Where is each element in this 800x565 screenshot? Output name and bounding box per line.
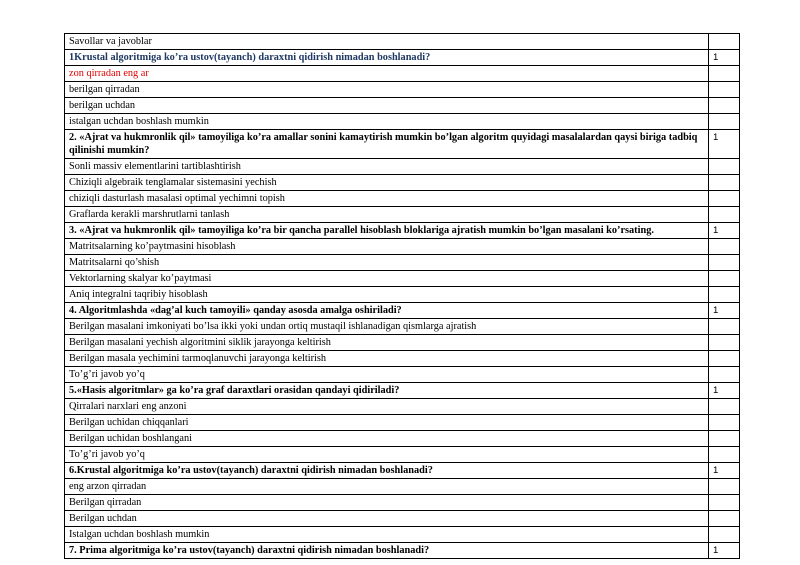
- question-text: 2. «Ajrat va hukmronlik qil» tamoyiliga ko’ra amallar sonini kamaytirish mumkin bo’lgan algoritm quyidagi masalalardan qaysi biriga tadbiq qilinishi mumkin?: [65, 130, 709, 159]
- answer-row: [65, 399, 740, 415]
- question-row: [65, 130, 740, 159]
- score-cell: 1: [709, 130, 740, 159]
- table-header-number-cell: [709, 34, 740, 50]
- score-cell: 1: [709, 543, 740, 559]
- answer-row: [65, 367, 740, 383]
- score-cell: [709, 511, 740, 527]
- question-text: 5.«Hasis algoritmlar» ga ko’ra graf daraxtlari orasidan qandayi qidiriladi?: [65, 383, 709, 399]
- answer-row: [65, 82, 740, 98]
- score-cell: [709, 271, 740, 287]
- answer-text: Berilgan uchidan chiqqanlari: [65, 415, 709, 431]
- answer-text: Istalgan uchdan boshlash mumkin: [65, 527, 709, 543]
- score-cell: [709, 495, 740, 511]
- answer-text: Berilgan uchdan: [65, 511, 709, 527]
- answer-row: [65, 175, 740, 191]
- answer-text: Berilgan qirradan: [65, 495, 709, 511]
- score-cell: 1: [709, 463, 740, 479]
- answer-row: [65, 527, 740, 543]
- document-page: [64, 33, 738, 559]
- question-row: [65, 223, 740, 239]
- score-cell: [709, 239, 740, 255]
- answer-row: [65, 239, 740, 255]
- answer-text: Sonli massiv elementlarini tartiblashtirish: [65, 159, 709, 175]
- answer-text: berilgan qirradan: [65, 82, 709, 98]
- score-cell: [709, 255, 740, 271]
- score-cell: 1: [709, 303, 740, 319]
- answer-text: Berilgan masala yechimini tarmoqlanuvchi jarayonga keltirish: [65, 351, 709, 367]
- answer-text: istalgan uchdan boshlash mumkin: [65, 114, 709, 130]
- question-text: 6.Krustal algoritmiga ko’ra ustov(tayanch) daraxtni qidirish nimadan boshlanadi?: [65, 463, 709, 479]
- score-cell: [709, 527, 740, 543]
- answer-text: Vektorlarning skalyar ko’paytmasi: [65, 271, 709, 287]
- answer-text: Matritsalarni qo’shish: [65, 255, 709, 271]
- answer-text: To’g’ri javob yo’q: [65, 367, 709, 383]
- answer-text: Berilgan uchidan boshlangani: [65, 431, 709, 447]
- score-cell: [709, 415, 740, 431]
- question-row: [65, 543, 740, 559]
- questions-table: [64, 33, 740, 559]
- score-cell: [709, 191, 740, 207]
- answer-text: chiziqli dasturlash masalasi optimal yechimni topish: [65, 191, 709, 207]
- answer-row: [65, 511, 740, 527]
- question-row: [65, 383, 740, 399]
- answer-text: Berilgan masalani imkoniyati bo’lsa ikki yoki undan ortiq mustaqil ishlanadigan qismlarga ajratish: [65, 319, 709, 335]
- answer-row: [65, 287, 740, 303]
- score-cell: [709, 207, 740, 223]
- score-cell: [709, 159, 740, 175]
- score-cell: [709, 351, 740, 367]
- score-cell: 1: [709, 383, 740, 399]
- score-cell: 1: [709, 223, 740, 239]
- answer-row: [65, 495, 740, 511]
- answer-row: [65, 114, 740, 130]
- question-text: 1Krustal algoritmiga ko’ra ustov(tayanch) daraxtni qidirish nimadan boshlanadi?: [65, 50, 709, 66]
- answer-row: [65, 415, 740, 431]
- score-cell: [709, 114, 740, 130]
- score-cell: [709, 447, 740, 463]
- answer-text: Qirralari narxlari eng anzoni: [65, 399, 709, 415]
- answer-row: [65, 447, 740, 463]
- answer-text: berilgan uchdan: [65, 98, 709, 114]
- table-header-cell: Savollar va javoblar: [65, 34, 709, 50]
- question-row: [65, 463, 740, 479]
- answer-text: eng arzon qirradan: [65, 479, 709, 495]
- answer-text: Matritsalarning ko’paytmasini hisoblash: [65, 239, 709, 255]
- answer-text: To’g’ri javob yo’q: [65, 447, 709, 463]
- score-cell: 1: [709, 50, 740, 66]
- answer-row: [65, 335, 740, 351]
- answer-text: Chiziqli algebraik tenglamalar sistemasini yechish: [65, 175, 709, 191]
- score-cell: [709, 399, 740, 415]
- answer-row: [65, 271, 740, 287]
- answer-row: [65, 351, 740, 367]
- score-cell: [709, 98, 740, 114]
- answer-row: [65, 255, 740, 271]
- answer-row: [65, 191, 740, 207]
- score-cell: [709, 82, 740, 98]
- questions-table-body: [65, 34, 740, 559]
- question-text: 3. «Ajrat va hukmronlik qil» tamoyiliga ko’ra bir qancha parallel hisoblash bloklariga ajratish mumkin bo’lgan masalani ko’rsating.: [65, 223, 709, 239]
- question-row: [65, 50, 740, 66]
- score-cell: [709, 175, 740, 191]
- answer-row: [65, 319, 740, 335]
- answer-row: [65, 431, 740, 447]
- score-cell: [709, 319, 740, 335]
- score-cell: [709, 479, 740, 495]
- answer-text: Berilgan masalani yechish algoritmini siklik jarayonga keltirish: [65, 335, 709, 351]
- question-row: [65, 303, 740, 319]
- answer-text: Graflarda kerakli marshrutlarni tanlash: [65, 207, 709, 223]
- answer-row: [65, 159, 740, 175]
- question-text: 7. Prima algoritmiga ko’ra ustov(tayanch) daraxtni qidirish nimadan boshlanadi?: [65, 543, 709, 559]
- table-header-row: [65, 34, 740, 50]
- answer-row: [65, 66, 740, 82]
- answer-row: [65, 479, 740, 495]
- answer-row: [65, 98, 740, 114]
- answer-text: zon qirradan eng ar: [65, 66, 709, 82]
- score-cell: [709, 66, 740, 82]
- score-cell: [709, 367, 740, 383]
- score-cell: [709, 431, 740, 447]
- question-text: 4. Algoritmlashda «dag’al kuch tamoyili» qanday asosda amalga oshiriladi?: [65, 303, 709, 319]
- answer-row: [65, 207, 740, 223]
- answer-text: Aniq integralni taqribiy hisoblash: [65, 287, 709, 303]
- score-cell: [709, 287, 740, 303]
- score-cell: [709, 335, 740, 351]
